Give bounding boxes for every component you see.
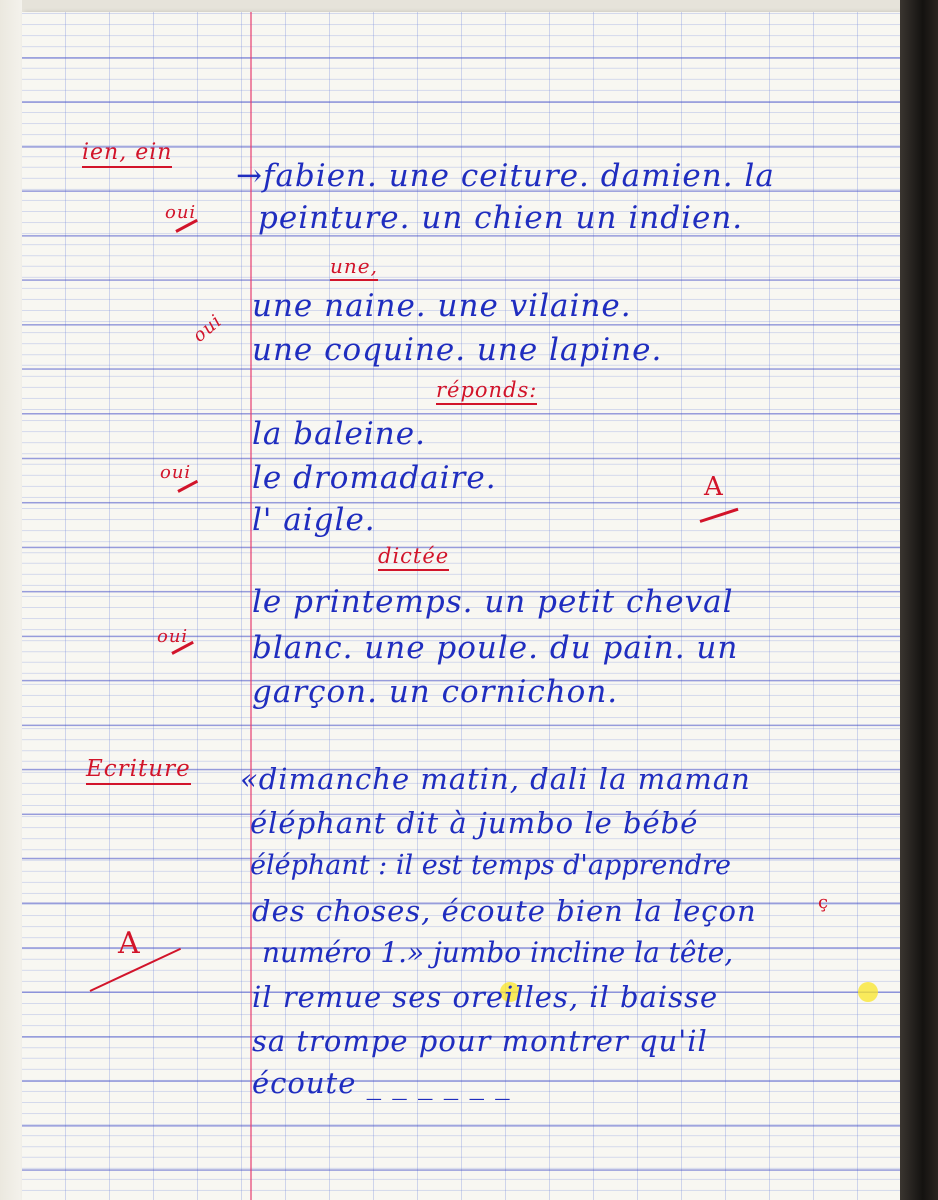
s1-line-1: →fabien. une ceiture. damien. la — [236, 158, 775, 194]
s3-line-2: le dromadaire. — [252, 460, 497, 496]
s5-line-1: «dimanche matin, dali la maman — [240, 762, 751, 796]
s3-line-1: la baleine. — [252, 416, 426, 452]
correction-cedilla: ç — [818, 892, 830, 913]
s3-heading: réponds: — [436, 378, 537, 405]
note-oui-4: oui — [157, 626, 189, 647]
s1-line-2: peinture. un chien un indien. — [258, 200, 744, 236]
s5-line-3: éléphant : il est temps d'apprendre — [250, 850, 731, 881]
note-oui-2: oui — [188, 310, 227, 347]
note-ien-ein: ien, ein — [82, 140, 172, 168]
note-ecriture: Ecriture — [86, 756, 191, 785]
s2-line-2: une coquine. une lapine. — [252, 332, 663, 368]
page-top-edge — [0, 0, 938, 12]
s5-line-8: écoute _ _ _ _ _ _ — [252, 1066, 511, 1100]
s4-line-1: le printemps. un petit cheval — [252, 584, 734, 620]
note-oui-3: oui — [160, 462, 192, 483]
s3-line-3: l' aigle. — [252, 502, 376, 538]
s5-line-5: numéro 1.» jumbo incline la tête, — [262, 936, 734, 969]
s4-line-2: blanc. une poule. du pain. un — [252, 630, 739, 666]
s5-line-2: éléphant dit à jumbo le bébé — [250, 806, 699, 840]
s3-grade: A — [704, 472, 724, 502]
highlight-baisse — [858, 982, 878, 1002]
s4-line-3: garçon. un cornichon. — [252, 674, 619, 710]
page-left-edge — [0, 0, 22, 1200]
grade-bottom: A — [118, 926, 141, 961]
note-oui-1: oui — [165, 202, 197, 223]
notebook-spine — [900, 0, 938, 1200]
s5-line-7: sa trompe pour montrer qu'il — [252, 1024, 708, 1058]
s2-heading: une, — [330, 254, 378, 281]
s4-heading: dictée — [378, 544, 449, 571]
s2-line-1: une naine. une vilaine. — [252, 288, 632, 324]
s5-line-6: il remue ses oreilles, il baisse — [252, 980, 719, 1014]
s5-line-4: des choses, écoute bien la leçon — [252, 894, 757, 928]
